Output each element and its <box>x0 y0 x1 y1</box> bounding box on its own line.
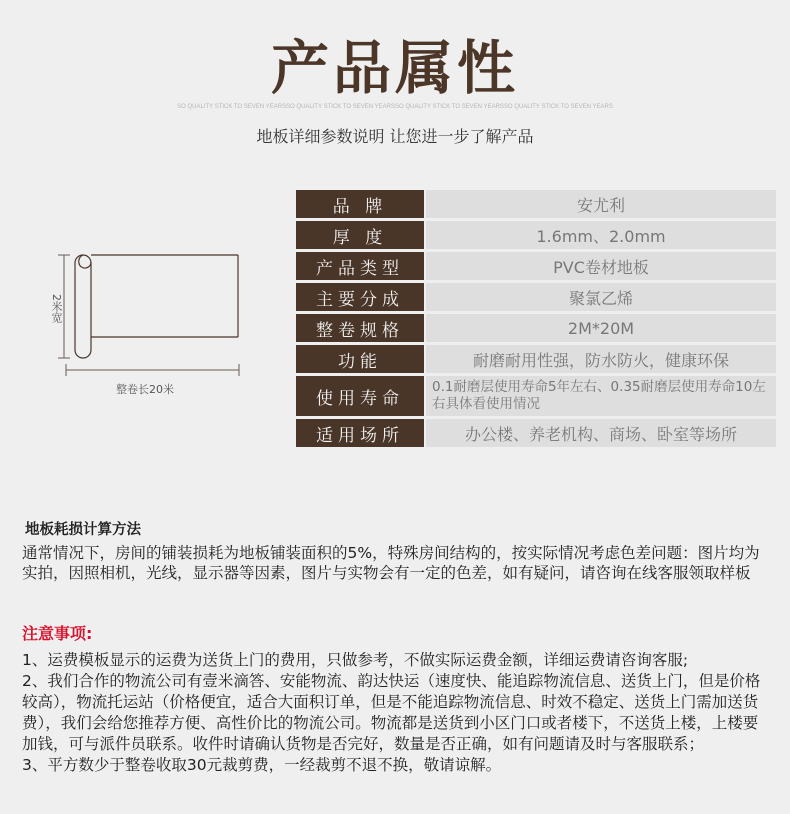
spec-row-roll-size <box>296 314 776 342</box>
roll-illustration-icon <box>40 250 260 400</box>
spec-row-brand <box>296 190 776 218</box>
notice-list <box>22 650 762 776</box>
spec-key: 功能 <box>296 345 424 373</box>
spec-value: PVC卷材地板 <box>426 252 776 280</box>
notice-item: 2、我们合作的物流公司有壹米滴答、安能物流、韵达快运（速度快、能追踪物流信息、送货上门，但是价格较高），物流托运站（价格便宜，适合大面积订单，但是不能追踪物流信息、时效不稳定、送货上门需加送货费），我们会给您推荐方便、高性价比的物流公司。物流都是送货到小区门口或者楼下，不送货上楼，上楼要加钱，可与派件员联系。收件时请确认货物是否完好，数量是否正确，如有问题请及时与客服联系； <box>22 672 761 753</box>
loss-calculation-text: 通常情况下，房间的铺装损耗为地板铺装面积的5%，特殊房间结构的，按实际情况考虑色差问题：图片均为实拍，因照相机，光线，显示器等因素，图片与实物会有一定的色差，如有疑问，请咨询在线客服领取样板 <box>22 544 760 582</box>
loss-calculation-heading: 地板耗损计算方法 <box>25 522 141 538</box>
spec-row-applicable-places <box>296 419 776 447</box>
spec-value: 2M*20M <box>426 314 776 342</box>
spec-value: 办公楼、养老机构、商场、卧室等场所 <box>426 419 776 447</box>
page-subtitle: 地板详细参数说明 让您进一步了解产品 <box>256 127 534 146</box>
notice-item: 1、运费模板显示的运费为送货上门的费用，只做参考，不做实际运费金额，详细运费请咨询客服; <box>22 651 689 669</box>
roll-length-label: 整卷长20米 <box>116 383 174 396</box>
page-title: 产品属性 <box>270 34 519 102</box>
spec-key: 使用寿命 <box>296 376 424 416</box>
spec-key: 主要分成 <box>296 283 424 311</box>
spec-value: 安尤利 <box>426 190 776 218</box>
spec-key: 适用场所 <box>296 419 424 447</box>
tagline: SO QUALITY STICK TO SEVEN YEARSSO QUALITY STICK TO SEVEN YEARSSO QUALITY STICK TO SEVEN YEARSSO QUALITY STICK TO SEVEN YEARS <box>177 104 613 110</box>
spec-row-material <box>296 283 776 311</box>
spec-value: 聚氯乙烯 <box>426 283 776 311</box>
spec-key: 整卷规格 <box>296 314 424 342</box>
roll-width-label: 2米宽 <box>50 294 63 323</box>
roll-dimension-diagram <box>40 250 260 400</box>
spec-row-lifespan <box>296 376 776 416</box>
spec-row-product-type <box>296 252 776 280</box>
spec-key: 品 牌 <box>296 190 424 218</box>
spec-value: 1.6mm、2.0mm <box>426 221 776 249</box>
spec-row-function <box>296 345 776 373</box>
spec-key: 厚 度 <box>296 221 424 249</box>
notice-heading: 注意事项: <box>22 624 93 643</box>
notice-item: 3、平方数少于整卷收取30元裁剪费，一经裁剪不退不换，敬请谅解。 <box>22 756 502 774</box>
spec-value: 耐磨耐用性强，防水防火，健康环保 <box>426 345 776 373</box>
spec-value: 0.1耐磨层使用寿命5年左右、0.35耐磨层使用寿命10左右具体看使用情况 <box>426 376 776 416</box>
spec-key: 产品类型 <box>296 252 424 280</box>
spec-table <box>296 190 776 450</box>
spec-row-thickness <box>296 221 776 249</box>
